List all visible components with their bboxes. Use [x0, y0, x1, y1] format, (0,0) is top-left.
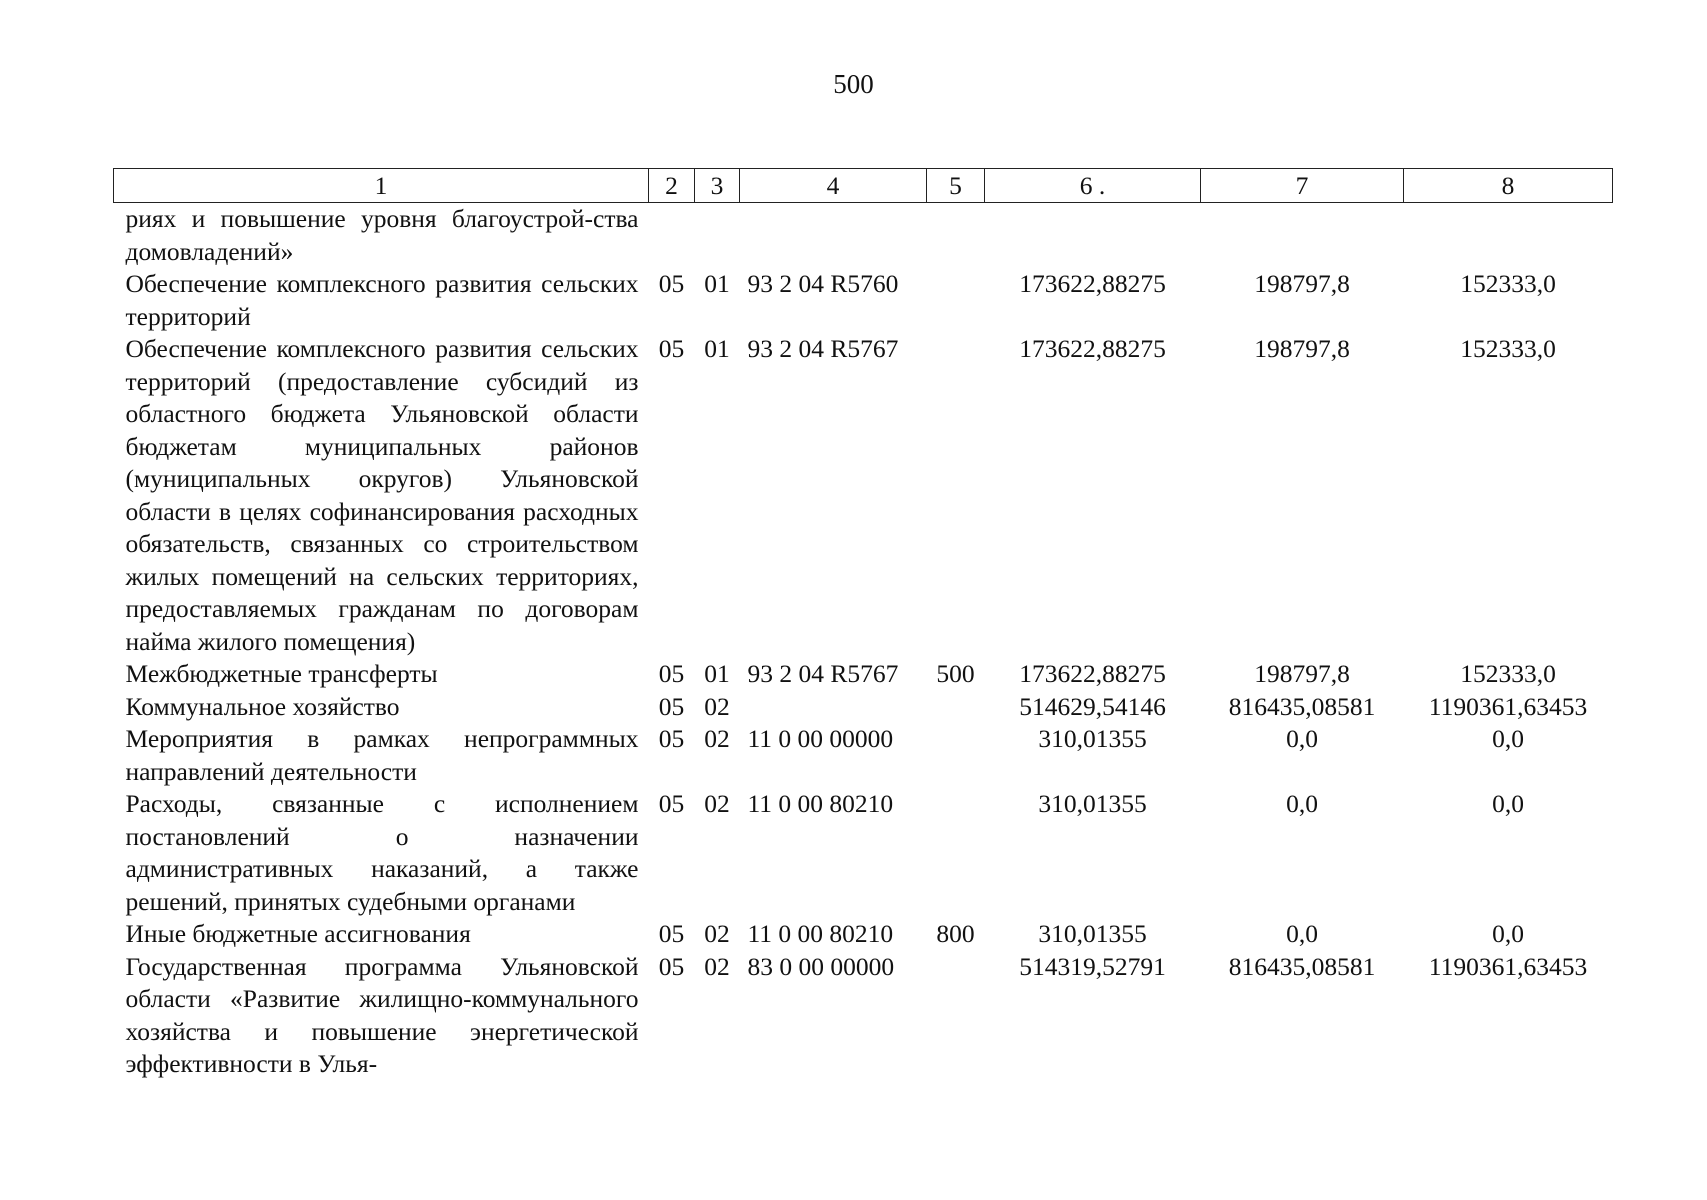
table-row: [114, 951, 1613, 1081]
row-target-code: 93 2 04 R5767: [747, 334, 899, 363]
row-section: 05: [658, 691, 685, 721]
row-target-code: [740, 691, 927, 724]
row-expense-type: [927, 268, 985, 333]
row-amount-col8: 0,0: [1492, 919, 1524, 948]
row-expense-type: [927, 723, 985, 788]
row-subsection: [695, 203, 740, 269]
page-number: 500: [833, 69, 874, 99]
row-expense-type: 500: [936, 659, 975, 688]
row-amount-col6: 173622,88275: [1019, 659, 1166, 688]
budget-table: [113, 168, 1613, 1081]
row-amount-col8: 152333,0: [1460, 659, 1556, 688]
row-name: Обеспечение комплексного развития сельских территорий: [125, 269, 639, 331]
column-header: 5: [927, 169, 985, 203]
row-subsection: 02: [704, 691, 730, 721]
row-section: 05: [658, 724, 685, 753]
column-header: 6 .: [985, 169, 1201, 203]
row-target-code: 83 0 00 00000: [747, 951, 895, 981]
row-target-code: 11 0 00 80210: [747, 789, 894, 818]
row-amount-col8: 152333,0: [1460, 334, 1556, 363]
row-section: 05: [658, 951, 685, 981]
table-header-row: [114, 169, 1613, 203]
row-amount-col8: 1190361,63453: [1428, 691, 1588, 721]
row-amount-col7: 198797,8: [1254, 659, 1350, 688]
row-target-code: 93 2 04 R5760: [747, 269, 899, 298]
row-amount-col8: 1190361,63453: [1428, 951, 1588, 981]
row-section: [649, 203, 695, 269]
row-amount-col7: 198797,8: [1254, 269, 1350, 298]
row-subsection: 02: [704, 789, 730, 818]
row-amount-col8: 0,0: [1492, 724, 1524, 753]
row-subsection: 01: [704, 269, 730, 298]
row-target-code: 11 0 00 00000: [747, 724, 894, 753]
row-section: 05: [658, 269, 685, 298]
row-subsection: 01: [704, 334, 730, 363]
column-header: 2: [649, 169, 695, 203]
row-amount-col6: 173622,88275: [1019, 334, 1166, 363]
column-header: 8: [1404, 169, 1613, 203]
row-amount-col7: 0,0: [1286, 919, 1318, 948]
row-amount-col6: 310,01355: [1038, 789, 1147, 818]
row-expense-type: [927, 951, 985, 1081]
row-section: 05: [658, 334, 685, 363]
row-amount-col7: [1201, 203, 1404, 269]
row-subsection: 02: [704, 951, 730, 981]
row-amount-col8: [1404, 203, 1613, 269]
row-amount-col6: [985, 203, 1201, 269]
row-name: Мероприятия в рамках непрограммных направлений деятельности: [125, 724, 639, 786]
row-expense-type: [927, 333, 985, 658]
table-row: [114, 268, 1613, 333]
row-amount-col6: 310,01355: [1038, 724, 1147, 753]
row-subsection: 02: [704, 724, 730, 753]
table-row: [114, 333, 1613, 658]
row-amount-col7: 816435,08581: [1228, 951, 1376, 981]
row-name: Обеспечение комплексного развития сельских территорий (предоставление субсидий из областного бюджета Ульяновской области бюджетам муниципальных районов (муниципальных округов) Ульяновской области в целях софинансирования расходных обязательств, связанных со строительством жилых помещений на сельских территориях, предоставляемых гражданам по договорам найма жилого помещения): [125, 334, 639, 656]
table-row: [114, 788, 1613, 918]
table-row: [114, 691, 1613, 724]
column-header: 7: [1201, 169, 1404, 203]
row-expense-type: [927, 203, 985, 269]
row-amount-col8: 152333,0: [1460, 269, 1556, 298]
row-subsection: 01: [704, 659, 730, 688]
row-section: 05: [658, 659, 685, 688]
row-amount-col7: 816435,08581: [1228, 691, 1376, 721]
row-name: риях и повышение уровня благоустрой-ства домовладений»: [125, 204, 639, 266]
row-expense-type: 800: [936, 919, 975, 948]
row-target-code: 11 0 00 80210: [747, 919, 894, 948]
row-name: Коммунальное хозяйство: [125, 691, 400, 721]
column-header: 3: [695, 169, 740, 203]
row-amount-col6: 310,01355: [1038, 919, 1147, 948]
row-amount-col6: 514319,52791: [1019, 951, 1166, 981]
row-expense-type: [927, 788, 985, 918]
row-amount-col7: 0,0: [1286, 724, 1318, 753]
row-amount-col7: 198797,8: [1254, 334, 1350, 363]
row-target-code: 93 2 04 R5767: [747, 659, 899, 688]
row-subsection: 02: [704, 919, 730, 948]
column-header: 1: [114, 169, 649, 203]
row-amount-col6: 173622,88275: [1019, 269, 1166, 298]
row-target-code: [740, 203, 927, 269]
row-name: Межбюджетные трансферты: [125, 659, 438, 688]
row-name: Иные бюджетные ассигнования: [125, 919, 471, 948]
row-name: Расходы, связанные с исполнением постановлений о назначении административных наказаний, а также решений, принятых судебными органами: [125, 789, 639, 916]
row-amount-col8: 0,0: [1492, 789, 1524, 818]
row-section: 05: [658, 919, 685, 948]
row-name: Государственная программа Ульяновской области «Развитие жилищно-коммунального хозяйства и повышение энергетической эффективности в Улья-: [125, 951, 639, 1078]
table-row: [114, 723, 1613, 788]
table-row: [114, 203, 1613, 269]
row-amount-col7: 0,0: [1286, 789, 1318, 818]
column-header: 4: [740, 169, 927, 203]
table-row: [114, 658, 1613, 691]
row-section: 05: [658, 789, 685, 818]
row-expense-type: [927, 691, 985, 724]
row-amount-col6: 514629,54146: [1019, 691, 1166, 721]
table-row: [114, 918, 1613, 951]
